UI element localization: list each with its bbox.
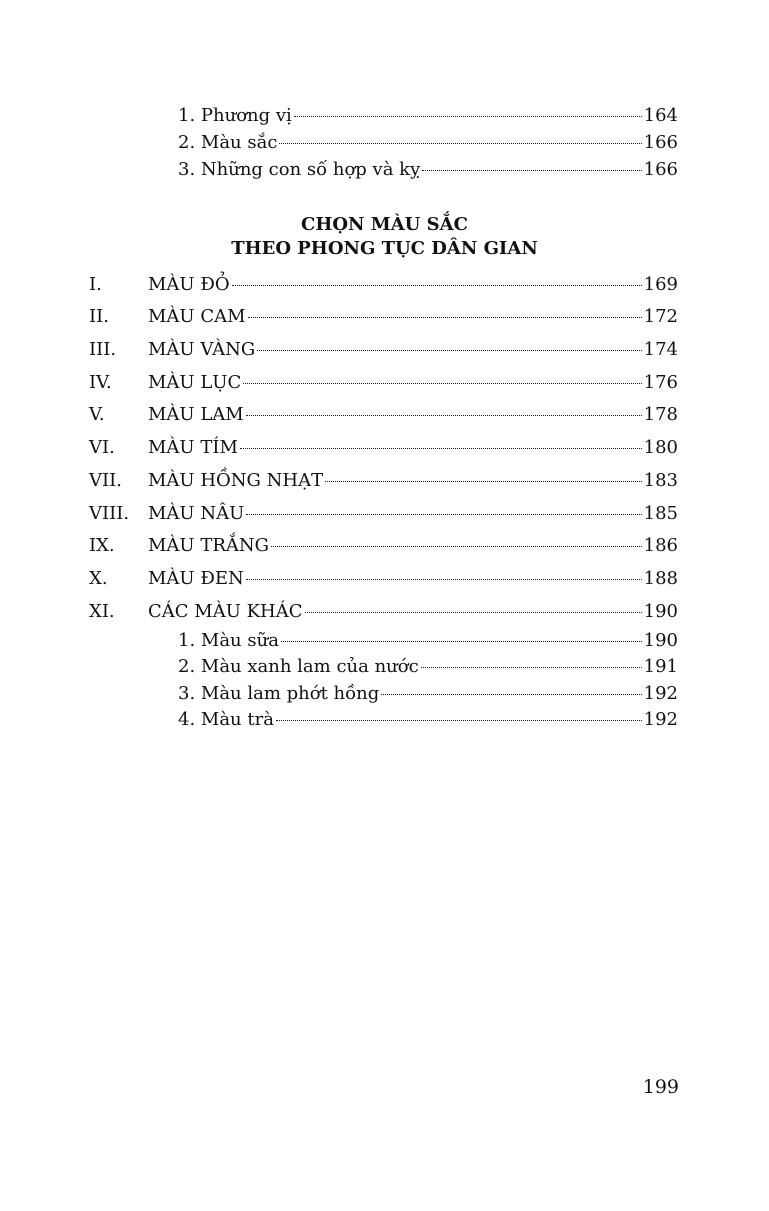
chapter-page: 185 xyxy=(643,503,678,524)
toc-subitem xyxy=(178,630,678,652)
chapter-numeral: VI. xyxy=(89,437,115,458)
toc-chapter xyxy=(89,568,678,590)
toc-subitem-title: 1. Màu sữa xyxy=(178,630,279,651)
toc-subitem-title: 1. Phương vị xyxy=(178,105,292,126)
dot-leader xyxy=(243,383,641,384)
toc-chapter xyxy=(89,601,678,623)
dot-leader xyxy=(305,612,642,613)
toc-subitem-page: 192 xyxy=(643,683,678,704)
dot-leader xyxy=(240,448,642,449)
toc-subitem-page: 166 xyxy=(643,132,678,153)
dot-leader xyxy=(246,579,642,580)
chapter-numeral: VIII. xyxy=(89,503,130,524)
toc-chapter xyxy=(89,503,678,525)
chapter-page: 178 xyxy=(643,404,678,425)
chapter-numeral: I. xyxy=(89,274,102,295)
toc-chapter xyxy=(89,535,678,557)
chapter-numeral: X. xyxy=(89,568,108,589)
dot-leader xyxy=(248,317,642,318)
chapter-page: 183 xyxy=(643,470,678,491)
dot-leader xyxy=(421,667,642,668)
dot-leader xyxy=(232,285,642,286)
toc-subitem xyxy=(178,709,678,731)
chapter-title: MÀU ĐỎ xyxy=(148,274,230,295)
dot-leader xyxy=(422,170,641,171)
chapter-page: 190 xyxy=(643,601,678,622)
chapter-title: MÀU CAM xyxy=(148,306,246,327)
dot-leader xyxy=(381,694,641,695)
toc-subitem-page: 191 xyxy=(643,656,678,677)
chapter-numeral: V. xyxy=(89,404,105,425)
chapter-title: MÀU VÀNG xyxy=(148,339,256,360)
chapter-numeral: XI. xyxy=(89,601,115,622)
dot-leader xyxy=(246,514,641,515)
dot-leader xyxy=(294,116,642,117)
chapter-page: 174 xyxy=(643,339,678,360)
chapter-title: MÀU HỒNG NHẠT xyxy=(148,470,324,491)
dot-leader xyxy=(271,546,642,547)
toc-subitem-title: 2. Màu sắc xyxy=(178,132,278,153)
dot-leader xyxy=(257,350,641,351)
dot-leader xyxy=(325,481,642,482)
chapter-page: 180 xyxy=(643,437,678,458)
toc-chapter xyxy=(89,404,678,426)
section-heading-line1: CHỌN MÀU SẮC xyxy=(301,214,468,235)
chapter-title: MÀU TRẮNG xyxy=(148,535,270,556)
chapter-page: 188 xyxy=(643,568,678,589)
chapter-numeral: IX. xyxy=(89,535,115,556)
toc-subitem xyxy=(178,656,678,678)
toc-subitem xyxy=(178,132,678,154)
toc-chapter xyxy=(89,437,678,459)
dot-leader xyxy=(281,641,642,642)
toc-subitem xyxy=(178,683,678,705)
chapter-page: 176 xyxy=(643,372,678,393)
chapter-page: 169 xyxy=(643,274,678,295)
toc-chapter xyxy=(89,372,678,394)
toc-chapter xyxy=(89,274,678,296)
chapter-numeral: VII. xyxy=(89,470,122,491)
toc-subitem-title: 3. Những con số hợp và kỵ xyxy=(178,159,421,180)
dot-leader xyxy=(279,143,641,144)
chapter-page: 186 xyxy=(643,535,678,556)
toc-subitem-page: 190 xyxy=(643,630,678,651)
chapter-title: MÀU TÍM xyxy=(148,437,238,458)
section-heading-line2: THEO PHONG TỤC DÂN GIAN xyxy=(231,238,538,259)
page-number: 199 xyxy=(642,1076,679,1098)
toc-subitem-title: 3. Màu lam phớt hồng xyxy=(178,683,380,704)
chapter-page: 172 xyxy=(643,306,678,327)
toc-chapter xyxy=(89,470,678,492)
chapter-numeral: II. xyxy=(89,306,109,327)
chapter-title: MÀU LAM xyxy=(148,404,244,425)
toc-subitem-page: 164 xyxy=(643,105,678,126)
toc-chapter xyxy=(89,306,678,328)
chapter-numeral: III. xyxy=(89,339,117,360)
chapter-title: MÀU LỤC xyxy=(148,372,242,393)
toc-chapter xyxy=(89,339,678,361)
toc-subitem-page: 166 xyxy=(643,159,678,180)
toc-subitem xyxy=(178,105,678,127)
dot-leader xyxy=(246,415,642,416)
chapter-title: MÀU ĐEN xyxy=(148,568,244,589)
chapter-title: MÀU NÂU xyxy=(148,503,245,524)
dot-leader xyxy=(276,720,642,721)
toc-subitem-title: 4. Màu trà xyxy=(178,709,274,730)
chapter-title: CÁC MÀU KHÁC xyxy=(148,601,303,622)
chapter-numeral: IV. xyxy=(89,372,112,393)
toc-subitem-title: 2. Màu xanh lam của nước xyxy=(178,656,419,677)
toc-subitem-page: 192 xyxy=(643,709,678,730)
toc-subitem xyxy=(178,159,678,181)
